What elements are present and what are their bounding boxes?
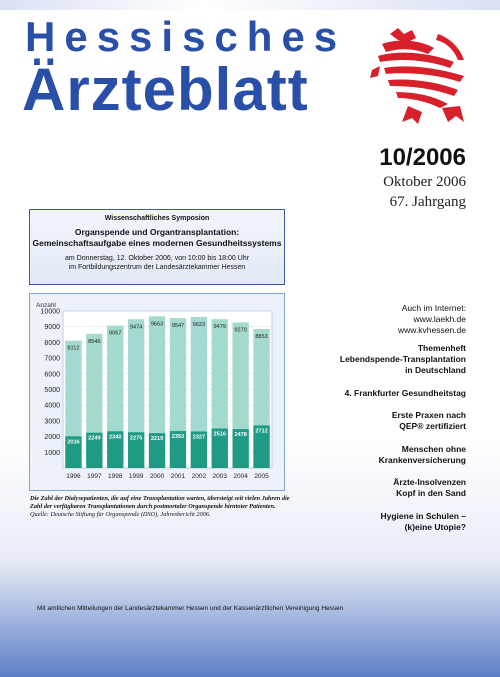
symposium-box: [29, 209, 285, 285]
data-label-transplant: 2016: [67, 439, 80, 446]
topic-line: Hygiene in Schulen –: [380, 511, 466, 521]
topic-hygiene: [381, 511, 467, 533]
data-label-transplant: 2219: [150, 436, 164, 443]
x-tick-label: 2003: [212, 473, 227, 480]
topic-line: Ärzte-Insolvenzen: [393, 477, 466, 487]
masthead-line2: Ärzteblatt: [22, 56, 309, 123]
topic-line: 4. Frankfurter Gesundheitstag: [344, 388, 466, 398]
topic-line: Erste Praxen nach: [391, 410, 466, 420]
data-label-transplant: 2478: [234, 432, 247, 439]
data-label-total: 9663: [150, 321, 164, 328]
data-label-total: 9623: [192, 321, 206, 328]
topic-line: Kopf in den Sand: [396, 488, 466, 498]
data-label-transplant: 2275: [129, 435, 143, 442]
issue-month: Oktober 2006: [383, 174, 466, 190]
y-axis-label: Anzahl: [36, 302, 56, 309]
data-label-transplant: 2340: [109, 434, 122, 441]
topic-qep: [392, 410, 466, 432]
data-label-total: 9270: [234, 327, 247, 334]
internet-label: Auch im Internet:: [401, 303, 466, 313]
y-tick-label: 5000: [44, 387, 60, 394]
data-label-transplant: 2712: [255, 428, 268, 435]
top-bar: [0, 0, 500, 10]
symposium-label: Wissenschaftliches Symposion: [104, 215, 210, 222]
y-tick-label: 2000: [44, 434, 60, 442]
symposium-place: im Fortbildungszentrum der Landesärztekammer Hessen: [68, 264, 246, 271]
topic-line: Lebendspende-Transplantation: [339, 354, 466, 364]
topic-gesundheitstag: [345, 388, 466, 399]
topic-line: Menschen ohne: [401, 444, 466, 454]
bar-chart: [30, 294, 284, 490]
data-label-transplant: 2516: [213, 431, 226, 438]
data-label-total: 8112: [67, 345, 80, 352]
topic-line: Themenheft: [417, 343, 466, 353]
data-label-transplant: 2353: [171, 434, 185, 441]
chart-box: [29, 293, 285, 491]
x-tick-label: 2000: [149, 473, 165, 480]
y-tick-label: 10000: [40, 308, 60, 316]
x-tick-label: 2002: [191, 473, 207, 480]
issue-number: 10/2006: [379, 144, 466, 171]
footer-note: Mit amtlichen Mitteilungen der Landesärztekammer Hessen und der Kassenärztlichen Vereinigung Hessen: [37, 605, 344, 612]
internet-block: [398, 303, 466, 336]
topic-line: in Deutschland: [405, 365, 466, 375]
topic-line: QEP® zertifiziert: [399, 421, 466, 431]
caption-source: Quelle: Deutsche Stiftung für Organspende (DSO), Jahresbericht 2006.: [30, 511, 211, 518]
data-label-total: 9067: [109, 330, 122, 337]
data-label-transplant: 2249: [88, 435, 101, 442]
y-tick-label: 8000: [44, 339, 60, 347]
topic-line: (k)eine Utopie?: [404, 522, 466, 532]
masthead-line1: Hessisches: [25, 13, 347, 60]
issue-year: 67. Jahrgang: [389, 194, 466, 210]
symposium-info: [30, 254, 284, 272]
y-tick-label: 1000: [44, 449, 60, 457]
symposium-date: am Donnerstag, 12. Oktober 2006, von 10:00 bis 18:00 Uhr: [64, 255, 250, 262]
y-tick-label: 3000: [44, 418, 60, 426]
symposium-title: [30, 227, 284, 249]
data-label-transplant: 2327: [192, 434, 206, 441]
data-label-total: 8546: [88, 338, 101, 345]
x-tick-label: 1997: [87, 473, 102, 480]
hessen-lion-logo: [368, 26, 478, 126]
internet-url-kvhessen[interactable]: www.kvhessen.de: [397, 325, 466, 335]
topic-line: Krankenversicherung: [378, 455, 466, 465]
topic-krankenversicherung: [379, 444, 466, 466]
topic-themenheft: [340, 343, 466, 376]
x-tick-label: 2004: [233, 473, 248, 480]
caption-text: Die Zahl der Dialysepatienten, die auf eine Transplantation warten, übersteigt seit vielen Jahren die Zahl der verfügbaren Transplantationen durch postmortaler Organspende hirntoter Patienten.: [30, 495, 290, 510]
symposium-title-line2: Gemeinschaftsaufgabe eines modernen Gesundheitssystems: [32, 238, 282, 248]
y-tick-label: 4000: [44, 402, 60, 410]
x-tick-label: 1999: [128, 473, 144, 480]
x-tick-label: 1998: [108, 473, 123, 480]
data-label-total: 9474: [129, 324, 143, 331]
y-tick-label: 7000: [44, 355, 60, 363]
data-label-total: 9479: [213, 324, 226, 331]
y-tick-label: 9000: [44, 324, 60, 332]
x-tick-label: 2001: [170, 473, 186, 480]
y-tick-label: 6000: [44, 371, 60, 379]
data-label-total: 8853: [255, 334, 268, 341]
symposium-title-line1: Organspende und Organtransplantation:: [74, 227, 240, 237]
x-tick-label: 2005: [254, 473, 269, 480]
topic-insolvenzen: [393, 477, 466, 499]
chart-caption: [30, 495, 290, 519]
x-tick-label: 1996: [66, 473, 81, 480]
internet-url-laekh[interactable]: www.laekh.de: [413, 314, 466, 324]
data-label-total: 9547: [171, 323, 185, 330]
